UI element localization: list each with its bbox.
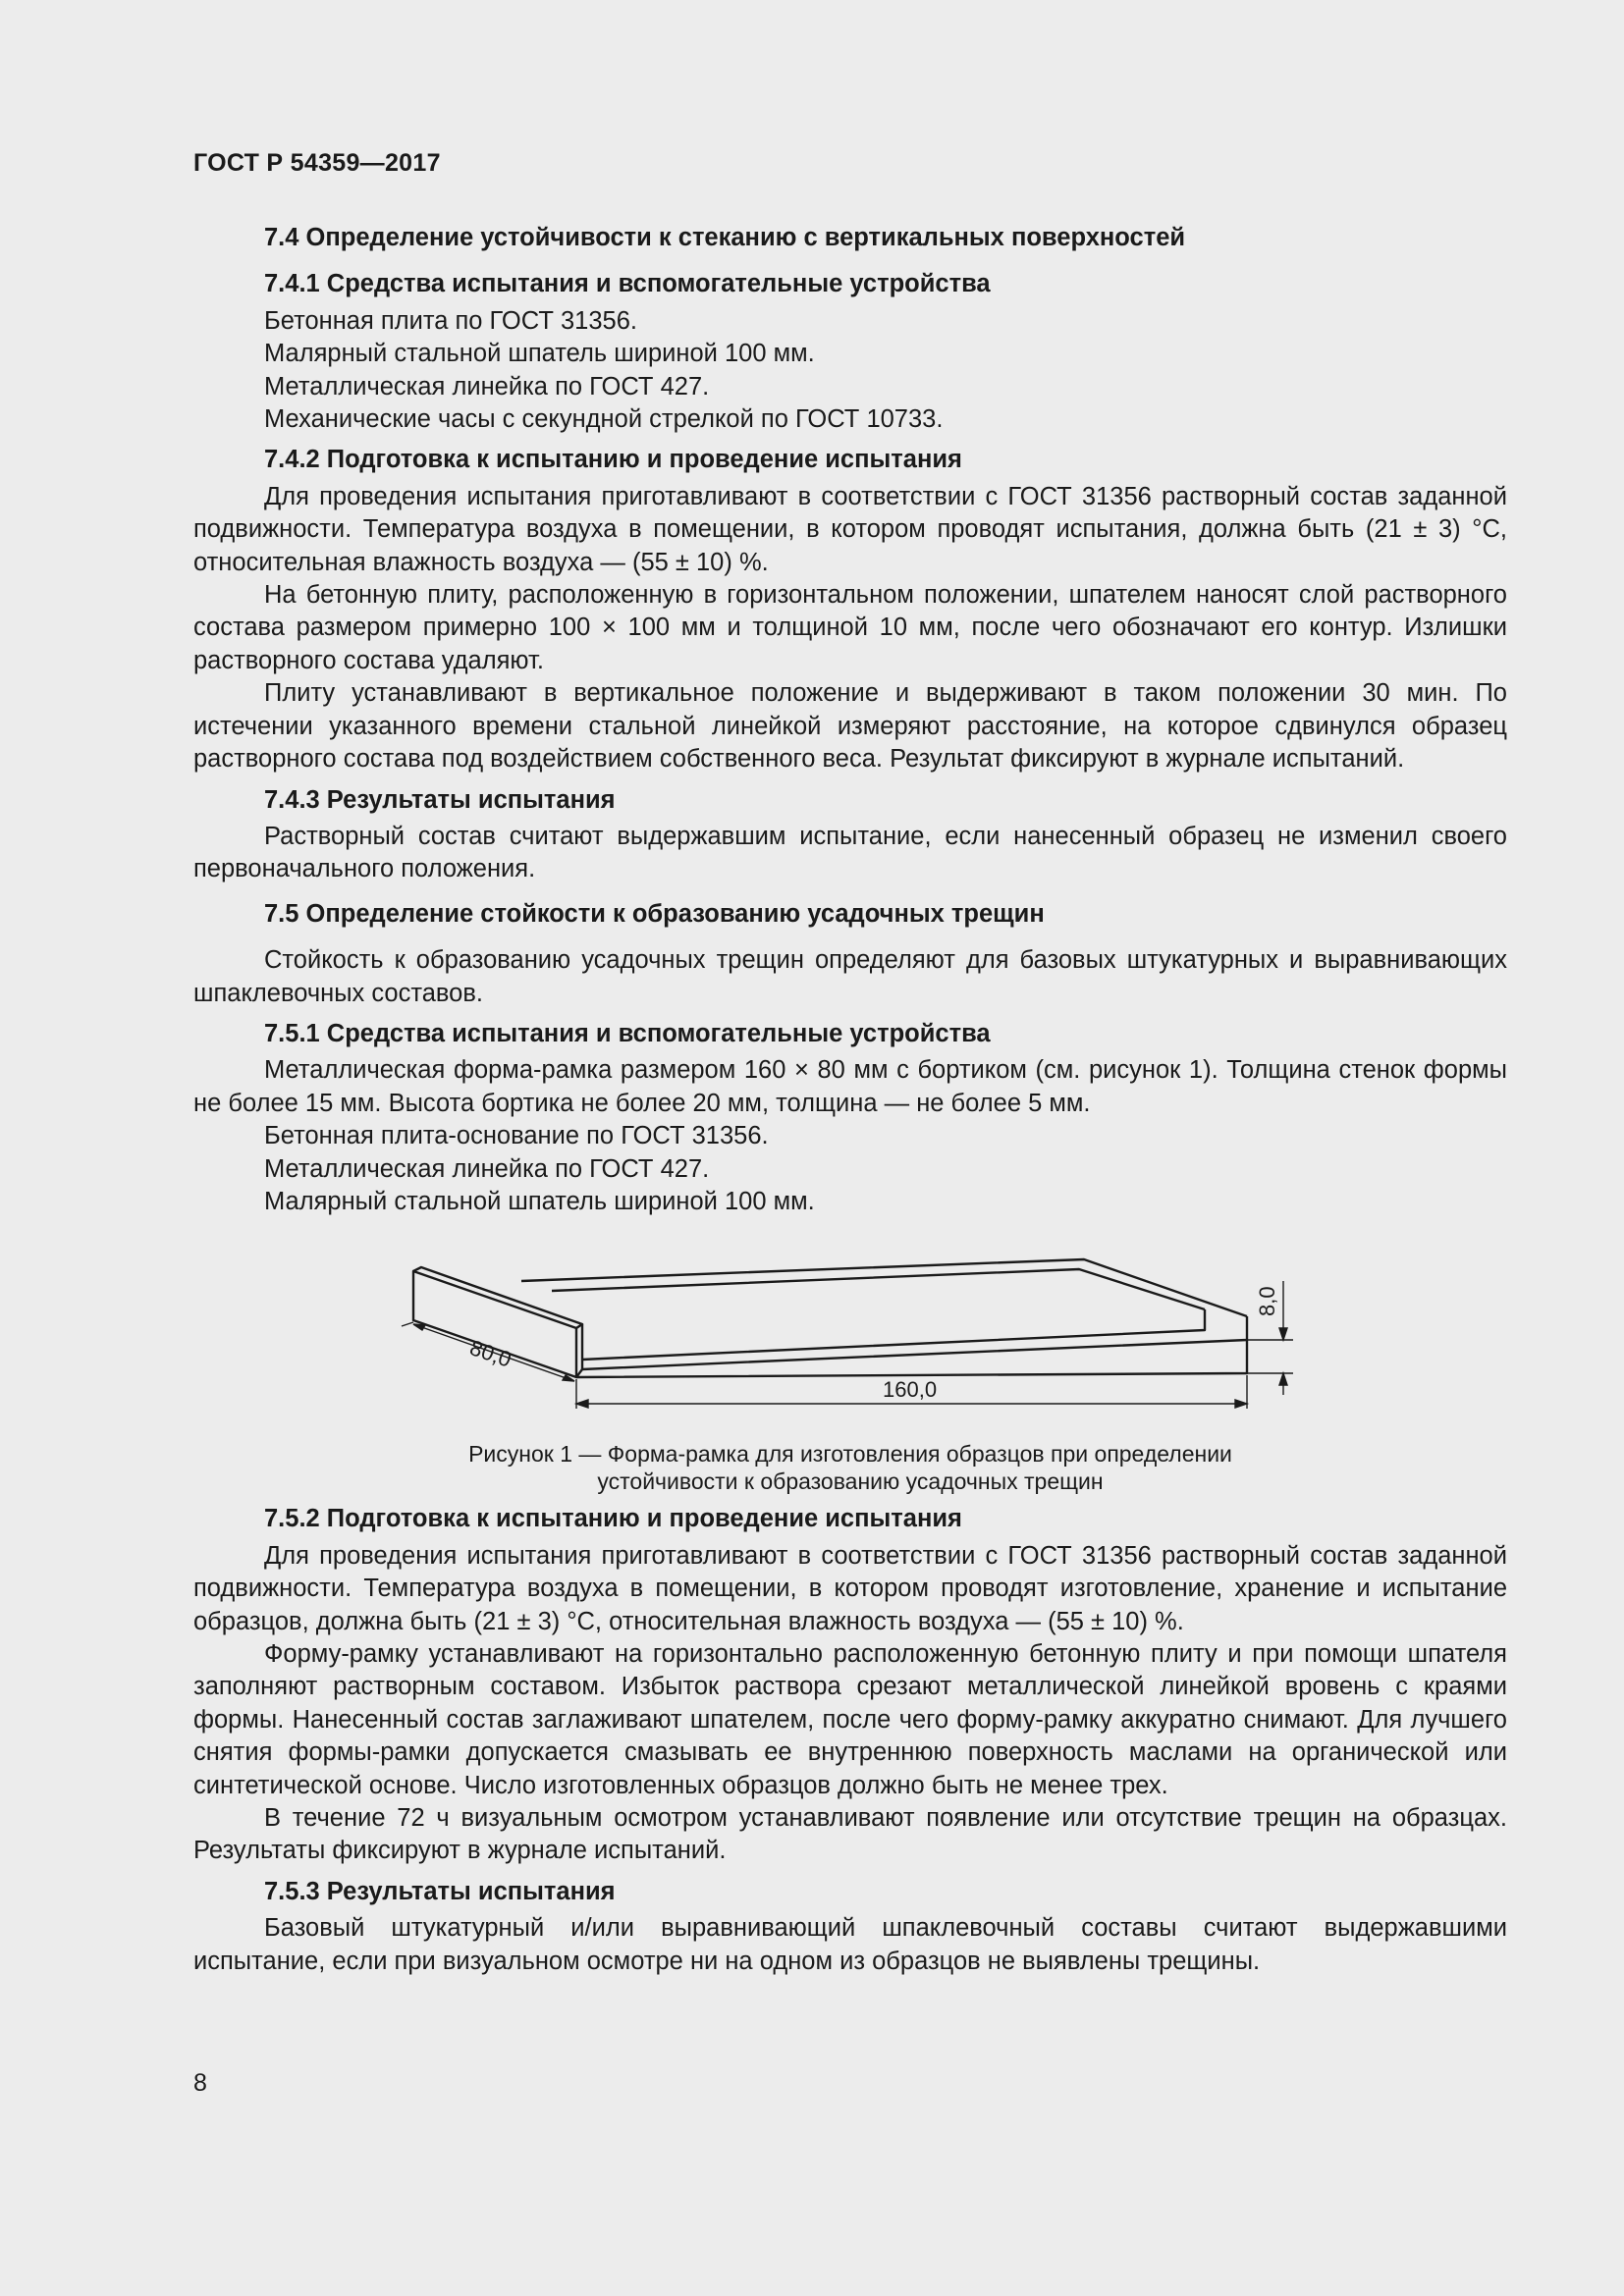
- section-7-4-3-heading: 7.4.3 Результаты испытания: [264, 785, 616, 814]
- dim-8-arrow1: [1279, 1328, 1287, 1340]
- figure-caption-line1: Рисунок 1 — Форма-рамка для изготовления образцов при определении: [468, 1441, 1232, 1468]
- paragraph: Форму-рамку устанавливают на горизонтально расположенную бетонную плиту и при помощи шпателя заполняют растворным составом. Избыток раствора срезают металлической линейкой вровень с краями формы. Нанесенный состав заглаживают шпателем, после чего форму-рамку аккуратно снимают. Для лучшего снятия формы-рамки допускается смазывать ее внутреннюю поверхность маслами на органической или синтетической основе. Число изготовленных образцов должно быть не менее трех.: [193, 1640, 1507, 1799]
- paragraph: На бетонную плиту, расположенную в горизонтальном положении, шпателем наносят слой растворного состава размером примерно 100 × 100 мм и толщиной 10 мм, после чего обозначают его контур. Излишки растворного состава удаляют.: [193, 581, 1507, 674]
- section-7-5-2-heading: 7.5.2 Подготовка к испытанию и проведение испытания: [264, 1505, 962, 1533]
- document-header: ГОСТ Р 54359—2017: [193, 149, 441, 177]
- paragraph: В течение 72 ч визуальным осмотром устанавливают появление или отсутствие трещин на образцах. Результаты фиксируют в журнале испытаний.: [193, 1804, 1507, 1865]
- dim-80-ext1: [402, 1322, 413, 1326]
- frame-mold-drawing: [193, 1232, 1507, 1440]
- dim-160-arrow1: [576, 1400, 588, 1408]
- dim-160-arrow2: [1235, 1400, 1247, 1408]
- list-item: Бетонная плита по ГОСТ 31356.: [264, 306, 637, 335]
- dim-160-label: 160,0: [883, 1377, 938, 1403]
- section-7-5-1-heading: 7.5.1 Средства испытания и вспомогательные устройства: [264, 1019, 991, 1047]
- section-7-4-heading: 7.4 Определение устойчивости к стеканию с вертикальных поверхностей: [264, 224, 1186, 251]
- dim-80-label: 80,0: [466, 1335, 515, 1373]
- list-item: Металлическая линейка по ГОСТ 427.: [264, 1154, 710, 1183]
- figure-1: [193, 1232, 1507, 1440]
- section-7-5-3-heading: 7.5.3 Результаты испытания: [264, 1877, 616, 1905]
- page-number: 8: [193, 2069, 207, 2097]
- paragraph: Плиту устанавливают в вертикальное положение и выдерживают в таком положении 30 мин. По истечении указанного времени стальной линейкой измеряют расстояние, на которое сдвинулся образец растворного состава под воздействием собственного веса. Результат фиксируют в журнале испытаний.: [193, 679, 1507, 774]
- document-body: [193, 222, 1507, 1978]
- frame-left-wall-top: [413, 1267, 582, 1328]
- section-7-4-1-heading: 7.4.1 Средства испытания и вспомогательные устройства: [264, 270, 991, 298]
- list-item: Металлическая линейка по ГОСТ 427.: [264, 372, 710, 400]
- list-item: Механические часы с секундной стрелкой по ГОСТ 10733.: [264, 405, 944, 434]
- paragraph: Для проведения испытания приготавливают в соответствии с ГОСТ 31356 растворный состав заданной подвижности. Температура воздуха в помещении, в котором проводят испытания, должна быть (21 ± 3) °С, относительная влажность воздуха — (55 ± 10) %.: [193, 482, 1507, 576]
- dim-8-label: 8,0: [1255, 1286, 1279, 1317]
- list-item: Малярный стальной шпатель шириной 100 мм.: [264, 1187, 815, 1215]
- list-item: Бетонная плита-основание по ГОСТ 31356.: [264, 1122, 769, 1150]
- paragraph: Для проведения испытания приготавливают в соответствии с ГОСТ 31356 растворный состав заданной подвижности. Температура воздуха в помещении, в котором проводят изготовление, хранение и испытание образцов, должна быть (21 ± 3) °С, относительная влажность воздуха — (55 ± 10) %.: [193, 1541, 1507, 1635]
- section-7-5-heading: 7.5 Определение стойкости к образованию усадочных трещин: [264, 899, 1045, 928]
- figure-caption-line2: устойчивости к образованию усадочных трещин: [597, 1468, 1104, 1495]
- paragraph: Металлическая форма-рамка размером 160 × 80 мм с бортиком (см. рисунок 1). Толщина стенок формы не более 15 мм. Высота бортика не более 20 мм, толщина — не более 5 мм.: [193, 1056, 1507, 1117]
- dim-8-arrow2: [1279, 1373, 1287, 1385]
- dim-80-arrow1: [413, 1324, 425, 1330]
- paragraph: Стойкость к образованию усадочных трещин определяют для базовых штукатурных и выравнивающих шпаклевочных составов.: [193, 946, 1507, 1007]
- paragraph: Растворный состав считают выдержавшим испытание, если нанесенный образец не изменил своего первоначального положения.: [193, 822, 1507, 883]
- list-item: Малярный стальной шпатель шириной 100 мм.: [264, 340, 815, 368]
- frame-inner-edge: [582, 1309, 1205, 1360]
- section-7-4-2-heading: 7.4.2 Подготовка к испытанию и проведение испытания: [264, 446, 962, 474]
- paragraph: Базовый штукатурный и/или выравнивающий шпаклевочный составы считают выдержавшими испытание, если при визуальном осмотре ни на одном из образцов не выявлены трещины.: [193, 1914, 1507, 1975]
